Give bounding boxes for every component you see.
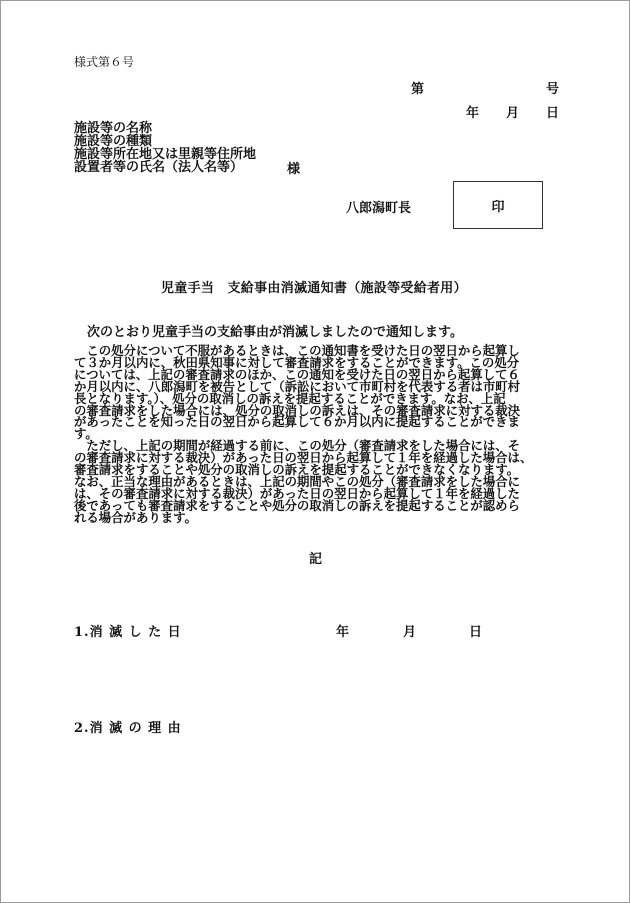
operator-name-label: 設置者等の氏名（法人名等） bbox=[74, 160, 244, 175]
notice-line: 長となります。）、処分の取消しの訴えを提起することができます。なお、上記 bbox=[74, 390, 506, 406]
document-number-suffix: 号 bbox=[546, 82, 560, 97]
form-number: 様式第６号 bbox=[74, 55, 135, 69]
notice-line: 審査請求をすることや処分の取消しの訴えを提起することができなくなります。 bbox=[74, 462, 520, 478]
intro-sentence: 次のとおり児童手当の支給事由が消滅しましたので通知します。 bbox=[87, 325, 463, 340]
issue-date-year: 年 bbox=[466, 106, 480, 121]
notice-line: については、上記の審査請求のほか、この通知を受けた日の翌日から起算して６ bbox=[74, 366, 520, 382]
document-title: 児童手当 支給事由消滅通知書（施設等受給者用） bbox=[161, 281, 467, 296]
notice-line: は、その審査請求に対する裁決）があった日の翌日から起算して１年を経過した bbox=[74, 485, 520, 501]
facility-address-label: 施設等所在地又は里親等住所地 bbox=[74, 147, 257, 162]
document-number-prefix: 第 bbox=[411, 82, 425, 97]
notice-line: ただし、上記の期間が経過する前に、この処分（審査請求をした場合には、そ bbox=[74, 438, 521, 454]
extinction-date-year: 年 bbox=[336, 625, 350, 640]
extinction-reason-label: 2.消 滅 の 理 由 bbox=[74, 721, 182, 736]
notice-line: なお、正当な理由があるときは、上記の期間やこの処分（審査請求をした場合に bbox=[74, 473, 521, 489]
notice-line: れる場合があります。 bbox=[74, 509, 197, 525]
extinction-date-label: 1.消 滅 し た 日 bbox=[74, 625, 182, 640]
seal-box bbox=[453, 181, 543, 229]
extinction-date-month: 月 bbox=[403, 625, 417, 640]
ki-heading: 記 bbox=[309, 552, 323, 567]
facility-name-label: 施設等の名称 bbox=[74, 121, 153, 136]
honorific: 様 bbox=[287, 162, 301, 177]
addressee-block bbox=[74, 122, 256, 174]
appeal-notice bbox=[74, 345, 562, 524]
seal-label: 印 bbox=[491, 199, 505, 215]
notice-line: て３か月以内に、秋田県知事に対して審査請求をすることができます。この処分 bbox=[74, 354, 520, 370]
notice-line: す。 bbox=[74, 426, 98, 442]
notice-line: があったことを知った日の翌日から起算して６か月以内に提起することができま bbox=[74, 414, 520, 430]
issue-date-day: 日 bbox=[546, 106, 560, 121]
notice-line: の審査請求をした場合には、処分の取消しの訴えは、その審査請求に対する裁決 bbox=[74, 402, 521, 418]
facility-type-label: 施設等の種類 bbox=[74, 134, 153, 149]
notice-line: 後であっても審査請求をすることや処分の取消しの訴えを提起することが認めら bbox=[74, 497, 520, 513]
notice-line: か月以内に、八郎潟町を被告として（訴訟において市町村を代表する者は市町村 bbox=[74, 378, 521, 394]
extinction-date-day: 日 bbox=[469, 625, 483, 640]
notice-line: この処分について不服があるときは、この通知書を受けた日の翌日から起算し bbox=[74, 343, 520, 358]
issue-date-month: 月 bbox=[506, 106, 520, 121]
issuer-name: 八郎潟町長 bbox=[346, 201, 412, 216]
notice-line: の審査請求に対する裁決）があった日の翌日から起算して１年を経過した場合は、 bbox=[74, 450, 533, 466]
